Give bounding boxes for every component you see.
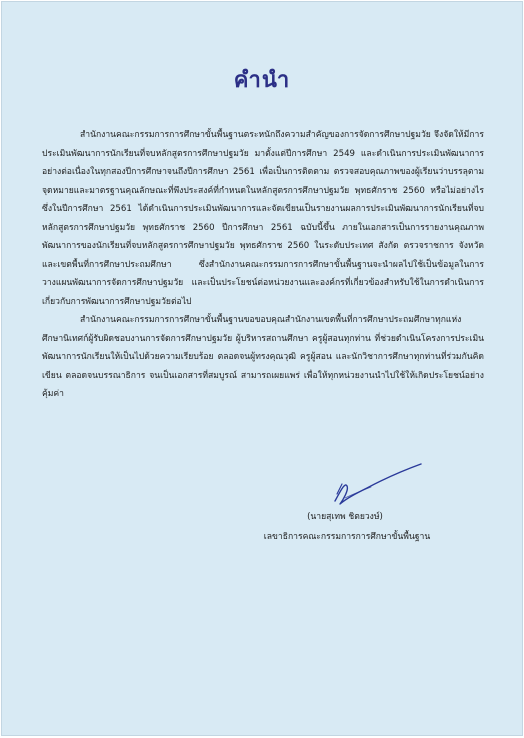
signer-position: เลขาธิการคณะกรรมการการศึกษาขั้นพื้นฐาน bbox=[263, 532, 431, 542]
handwritten-signature bbox=[327, 460, 427, 508]
page-title: คำนำ bbox=[233, 68, 291, 93]
preface-body bbox=[42, 126, 484, 404]
document-page bbox=[1, 1, 523, 736]
preface-paragraph-1: สำนักงานคณะกรรมการการศึกษาขั้นพื้นฐานตระหนักถึงความสำคัญของการจัดการศึกษาปฐมวัย จึงจัดให้มีการประเมินพัฒนาการนักเรียนที่จบหลักสูตรการศึกษาปฐมวัย มาตั้งแต่ปีการศึกษา 2549 และดำเนินการประเมินพัฒนาการอย่างต่อเนื่องในทุกสองปีการศึกษาจนถึงปีการศึกษา 2561 เพื่อเป็นการติดตาม ตรวจสอบคุณภาพของผู้เรียนว่าบรรลุตามจุดหมายและมาตรฐานคุณลักษณะที่พึงประสงค์ที่กำหนดในหลักสูตรการศึกษาปฐมวัย พุทธศักราช 2560 หรือไม่อย่างไร ซึ่งในปีการศึกษา 2561 ได้ดำเนินการประเมินพัฒนาการและจัดเขียนเป็นรายงานผลการประเมินพัฒนาการนักเรียนที่จบหลักสูตรการศึกษาปฐมวัย พุทธศักราช 2560 ปีการศึกษา 2561 ฉบับนี้ขึ้น ภายในเอกสารเป็นการรายงานคุณภาพพัฒนาการของนักเรียนที่จบหลักสูตรการศึกษาปฐมวัย พุทธศักราช 2560 ในระดับประเทศ สังกัด ตรวจราชการ จังหวัด และเขตพื้นที่การศึกษาประถมศึกษา ซึ่งสำนักงานคณะกรรมการการศึกษาขั้นพื้นฐานจะนำผลไปใช้เป็นข้อมูลในการวางแผนพัฒนาการจัดการศึกษาปฐมวัย และเป็นประโยชน์ต่อหน่วยงานและองค์กรที่เกี่ยวข้องสำหรับใช้ในการดำเนินการเกี่ยวกับการพัฒนาการศึกษาปฐมวัยต่อไป bbox=[42, 130, 484, 307]
preface-paragraph-2: สำนักงานคณะกรรมการการศึกษาขั้นพื้นฐานขอขอบคุณสำนักงานเขตพื้นที่การศึกษาประถมศึกษาทุกแห่ง ศึกษานิเทศก์ผู้รับผิดชอบงานการจัดการศึกษาปฐมวัย ผู้บริหารสถานศึกษา ครูผู้สอนทุกท่าน ที่ช่วยดำเนินโครงการประเมินพัฒนาการนักเรียนให้เป็นไปด้วยความเรียบร้อย ตลอดจนผู้ทรงคุณวุฒิ ครูผู้สอน และนักวิชาการศึกษาทุกท่านที่ร่วมกันคิด เขียน ตลอดจนบรรณาธิการ จนเป็นเอกสารที่สมบูรณ์ สามารถเผยแพร่ เพื่อให้ทุกหน่วยงานนำไปใช้ให้เกิดประโยชน์อย่างคุ้มค่า bbox=[42, 315, 484, 399]
signer-name: (นายสุเทพ ชิตยวงษ์) bbox=[307, 512, 383, 522]
